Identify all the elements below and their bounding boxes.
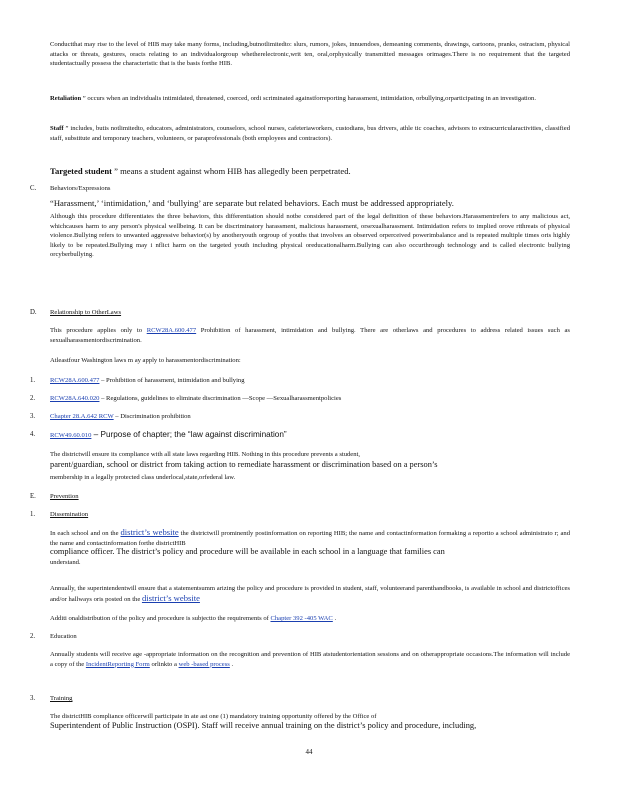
subsection-number: 3. [30, 695, 36, 702]
section-c-body: Although this procedure differentiates the three behaviors, this differentiation should notbe considered part of the legal definition of these behaviors.Harassmentrefers to any malicious act, whichcauses harm to any person's physical wellbeing. It can be discriminatory harassment, malicious harassment, orsexualharassment. Intimidation refers to implied orove rtthreats of physical violence.Bullying refers to unwanted aggressive behavior(s) by anotheryouth orgroup of youths that involves an observed orperceived powerimbalance and is repeated multiple times oris highly likely to be repeated.Bullying may i nflict harm on the targeted youth including physical oreducationalharm.Bullying can also occurthrough technology and is called electronic bullying orcyberbullying. [50, 213, 570, 259]
hib-conduct-paragraph: Conductthat may rise to the level of HIB may take many forms, including,butnotlimitedto: slurs, rumors, jokes, innuendoes, demeaning comments, drawings, cartoons, pranks, ostracism, physical attacks or threats, gestures, oracts relating to an individualorgroup whetherelectronic,writ ten, oral,orphysically transmitted messages orimages.There is no requirement that the targeted studentactually possess the characteristic that is the basis forthe HIB. [50, 41, 570, 68]
body-text: This procedure applies only to [50, 327, 147, 334]
training-line-1: The districtHIB compliance officerwill participate in ate ast one (1) mandatory training opportunity offered by the Office of [50, 713, 377, 720]
definition-text: ” means a student against whom HIB has allegedly been perpetrated. [112, 166, 351, 176]
law-number: 1. [30, 377, 36, 384]
subsection-number: 2. [30, 633, 36, 640]
body-text: Annually students will receive age -appropriate information on the recognition and prevention of HIB atstudentorientation sessions and on otherappropriate occasions.The information will include a copy of the [50, 651, 570, 668]
district-website-link[interactable]: district’s website [120, 527, 179, 537]
subsection-number: 1. [30, 511, 36, 518]
law-item [50, 412, 570, 421]
section-c-lead: “Harassment,’ ‘intimidation,’ and ‘bullying’ are separate but related behaviors. Each must be addressed appropriately. [50, 198, 454, 208]
definition-staff [50, 124, 570, 143]
section-d-body [50, 326, 570, 345]
dissemination-heading: Dissemination [50, 511, 89, 518]
compliance-line-1: The districtwill ensure its compliance with all state laws regarding HIB. Nothing in this procedure prevents a student, [50, 451, 361, 458]
law-text: – Purpose of chapter; the “law against discrimination” [91, 430, 287, 439]
section-d-laws-intro: Atleastfour Washington laws m ay apply to harassmentordiscrimination: [50, 357, 241, 364]
section-c-letter: C. [30, 185, 37, 192]
education-heading: Education [50, 633, 77, 640]
definition-text: ” occurs when an individualis intimidated, threatened, coerced, ordi scriminated againstforreporting harassment, intimidation, orbullying,orparticipating in an investigation. [81, 95, 536, 102]
body-text: Prohibition of harassment, intimidation and bullying. There are otherlaws and procedures to address related issues such as sexualharassmentordiscrimination. [50, 327, 570, 344]
section-e-heading: Prevention [50, 493, 79, 500]
law-item [50, 430, 570, 440]
law-text: – Regulations, guidelines to eliminate discrimination —Scope —Sexualharassmentpolicies [99, 395, 342, 402]
body-text: the districtwill prominently postinformation on reporting HIB; the name and contactinformation formaking a reportto a school administrato r; and the name and contactinformation forthe districtHIB [50, 530, 570, 547]
law-link[interactable]: RCW28A.600.477 [50, 377, 100, 384]
section-e-letter: E. [30, 493, 36, 500]
dissemination-additional [50, 614, 570, 623]
education-body [50, 650, 570, 669]
term-retaliation: Retaliation [50, 95, 82, 102]
term-staff: Staff [50, 125, 64, 132]
training-heading: Training [50, 695, 73, 702]
dissemination-end: understand. [50, 559, 81, 566]
wac-chapter-link[interactable]: Chapter 392 -405 WAC [270, 615, 333, 622]
law-text: – Discrimination prohibition [113, 413, 191, 420]
body-text: . [229, 660, 234, 668]
definition-retaliation [50, 94, 570, 104]
incident-reporting-form-link[interactable]: IncidentReporting Form [85, 660, 150, 668]
law-number: 2. [30, 395, 36, 402]
body-text: orlinkto a [149, 660, 179, 668]
training-line-2: Superintendent of Public Instruction (OSPI). Staff will receive annual training on the district’s policy and procedure, including, [50, 721, 477, 730]
section-d-heading: Relationship to OtherLaws [50, 309, 122, 316]
dissemination-body [50, 528, 570, 548]
page-number: 44 [305, 748, 313, 756]
compliance-line-3: membership in a legally protected class underlocal,state,orfederal law. [50, 474, 236, 481]
law-link[interactable]: Chapter 28.A.642 RCW [50, 413, 114, 420]
law-link[interactable]: RCW28A.640.020 [50, 395, 100, 402]
body-text: Additi onaldistribution of the policy and procedure is subjectto the requirements of [50, 615, 271, 622]
section-d-letter: D. [30, 309, 37, 316]
rcw-28a-600-477-link[interactable]: RCW28A.600.477 [146, 327, 197, 334]
law-item [50, 394, 570, 403]
body-text: . [332, 615, 337, 622]
definition-targeted-student [50, 166, 570, 177]
law-text: – Prohibition of harassment, intimidation and bullying [99, 377, 245, 384]
compliance-line-2: parent/guardian, school or district from taking action to remediate harassment or discrimination based on a person’s [50, 460, 438, 469]
body-text: Annually, the superintendentwill ensure that a statementsumm arizing the policy and procedure is provided in student, staff, volunteerand parenthandbooks, is available in school and districtoffices and/or hallways oris posted on the [50, 585, 570, 603]
law-number: 4. [30, 431, 36, 438]
law-link[interactable]: RCW49.60.010 [50, 432, 92, 439]
web-based-process-link[interactable]: web -based process [178, 660, 230, 668]
term-targeted-student: Targeted student [50, 166, 112, 176]
section-c-heading: Behaviors/Expressions [50, 185, 111, 192]
definition-text: ” includes, butis notlimitedto, educators, administrators, counselors, school nurses, cafeteriaworkers, custodians, bus drivers, athle tic coaches, advisors to extracurricularactivities, classified staff, substitute and temporary teachers, volunteers, or paraprofessionals (both employees and contractors). [50, 125, 570, 142]
law-item [50, 376, 570, 385]
law-number: 3. [30, 413, 36, 420]
district-website-link[interactable]: district’s website [141, 592, 200, 603]
dissemination-annual [50, 584, 570, 604]
body-text: In each school and on the [50, 530, 121, 537]
dissemination-compliance-line: compliance officer. The district’s policy and procedure will be available in each school in a language that families can [50, 547, 445, 556]
